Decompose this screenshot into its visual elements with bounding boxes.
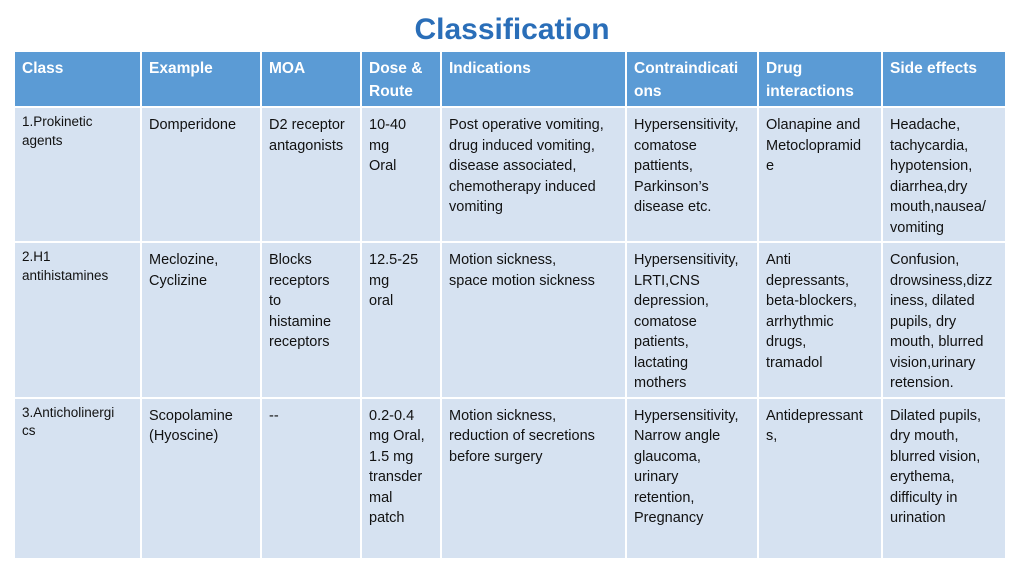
cell-dose-route: 12.5-25 mg oral — [361, 242, 441, 398]
cell-dose-route: 0.2-0.4 mg Oral, 1.5 mg transder mal patch — [361, 398, 441, 559]
cell-contraindications: Hypersensitivity, Narrow angle glaucoma, urinary retention, Pregnancy — [626, 398, 758, 559]
header-example: Example — [141, 51, 261, 107]
header-side-effects: Side effects — [882, 51, 1006, 107]
table-row — [14, 398, 1006, 559]
header-class: Class — [14, 51, 141, 107]
cell-dose-route: 10-40 mg Oral — [361, 107, 441, 242]
cell-side-effects: Headache, tachycardia, hypotension, diarrhea,dry mouth,nausea/ vomiting — [882, 107, 1006, 242]
cell-indications: Post operative vomiting, drug induced vomiting, disease associated, chemotherapy induced vomiting — [441, 107, 626, 242]
cell-class: 3.Anticholinergi cs — [14, 398, 141, 559]
table-row — [14, 107, 1006, 242]
cell-moa: Blocks receptors to histamine receptors — [261, 242, 361, 398]
cell-side-effects: Confusion, drowsiness,dizz iness, dilated pupils, dry mouth, blurred vision,urinary retension. — [882, 242, 1006, 398]
header-drug-interactions: Drug interactions — [758, 51, 882, 107]
table-header-row — [14, 51, 1006, 107]
table-row — [14, 242, 1006, 398]
cell-example: Scopolamine (Hyoscine) — [141, 398, 261, 559]
cell-moa: D2 receptor antagonists — [261, 107, 361, 242]
cell-class: 1.Prokinetic agents — [14, 107, 141, 242]
cell-drug-interactions: Olanapine and Metoclopramid e — [758, 107, 882, 242]
cell-drug-interactions: Anti depressants, beta-blockers, arrhythmic drugs, tramadol — [758, 242, 882, 398]
cell-side-effects: Dilated pupils, dry mouth, blurred vision, erythema, difficulty in urination — [882, 398, 1006, 559]
classification-table — [13, 50, 1007, 560]
header-moa: MOA — [261, 51, 361, 107]
cell-moa: -- — [261, 398, 361, 559]
cell-indications: Motion sickness, space motion sickness — [441, 242, 626, 398]
cell-contraindications: Hypersensitivity, comatose pattients, Parkinson’s disease etc. — [626, 107, 758, 242]
slide-title: Classification — [414, 13, 610, 46]
header-dose-route: Dose & Route — [361, 51, 441, 107]
cell-drug-interactions: Antidepressant s, — [758, 398, 882, 559]
cell-class: 2.H1 antihistamines — [14, 242, 141, 398]
cell-example: Domperidone — [141, 107, 261, 242]
cell-contraindications: Hypersensitivity, LRTI,CNS depression, comatose patients, lactating mothers — [626, 242, 758, 398]
header-indications: Indications — [441, 51, 626, 107]
cell-indications: Motion sickness, reduction of secretions before surgery — [441, 398, 626, 559]
header-contraindications: Contraindicati ons — [626, 51, 758, 107]
cell-example: Meclozine, Cyclizine — [141, 242, 261, 398]
